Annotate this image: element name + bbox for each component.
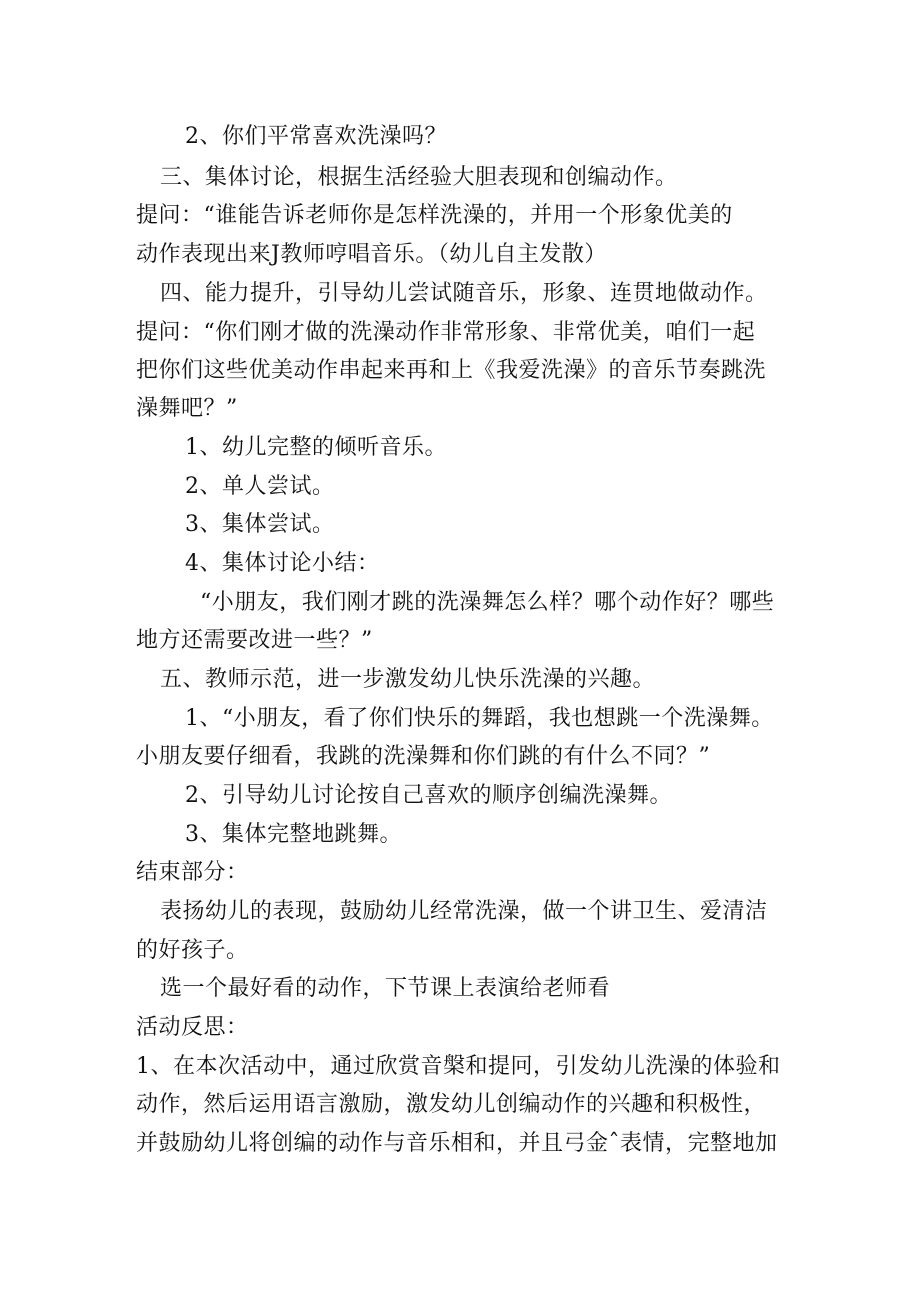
text-line: 把你们这些优美动作串起来再和上《我爱洗澡》的音乐节奏跳洗 <box>136 358 767 383</box>
text-line: 结束部分： <box>136 860 249 885</box>
text-line: 澡舞吧？” <box>136 396 238 421</box>
text-line: 提问：“你们刚才做的洗澡动作非常形象、非常优美，咱们一起 <box>136 320 756 345</box>
text-line: 五、教师示范，进一步激发幼儿快乐洗澡的兴趣。 <box>160 667 656 692</box>
text-line: 2、你们平常喜欢洗澡吗？ <box>185 124 447 149</box>
text-line: 提问：“谁能告诉老师你是怎样洗澡的，并用一个形象优美的 <box>136 203 733 228</box>
text-line: 小朋友要仔细看，我跳的洗澡舞和你们跳的有什么不同？” <box>136 744 711 769</box>
text-line: 并鼓励幼儿将创编的动作与音乐相和，并且弓金ˆ表情，完整地加 <box>136 1131 778 1156</box>
text-line: 地方还需要改进一些？” <box>136 628 373 653</box>
text-line: 2、单人尝试。 <box>185 474 335 499</box>
text-line: 动作表现出来J教师哼唱音乐。（幼儿自主发散） <box>136 242 607 267</box>
text-line: 表扬幼儿的表现，鼓励幼儿经常洗澡，做一个讲卫生、爱清洁 <box>160 899 768 924</box>
text-line: 1、在本次活动中，通过欣赏音槃和提冋，引发幼儿洗澡的体验和 <box>136 1054 781 1079</box>
text-line: 3、集体完整地跳舞。 <box>185 822 402 847</box>
text-line: 动作，然后运用语言激励，激发幼儿创编动作的兴趣和积极性， <box>136 1092 767 1117</box>
text-line: 4、集体讨论小结： <box>185 551 380 576</box>
text-line: 1、幼儿完整的倾听音乐。 <box>185 435 447 460</box>
text-line: 选一个最好看的动作，下节课上表演给老师看 <box>160 976 611 1001</box>
text-line: 三、集体讨论，根据生活经验大胆表现和创编动作。 <box>160 165 678 190</box>
text-line: 1、“小朋友，看了你们快乐的舞蹈，我也想跳一个洗澡舞。 <box>185 706 774 731</box>
text-line: 四、能力提升，引导幼儿尝试随音乐，形象、连贯地做动作。 <box>160 281 768 306</box>
text-line: 活动反思： <box>136 1015 249 1040</box>
text-line: “小朋友，我们刚才跳的洗澡舞怎么样？哪个动作好？哪些 <box>200 590 775 615</box>
text-line: 3、集体尝试。 <box>185 512 335 537</box>
text-line: 2、引导幼儿讨论按自己喜欢的顺序创编洗澡舞。 <box>185 783 672 808</box>
text-line: 的好孩子。 <box>136 938 249 963</box>
